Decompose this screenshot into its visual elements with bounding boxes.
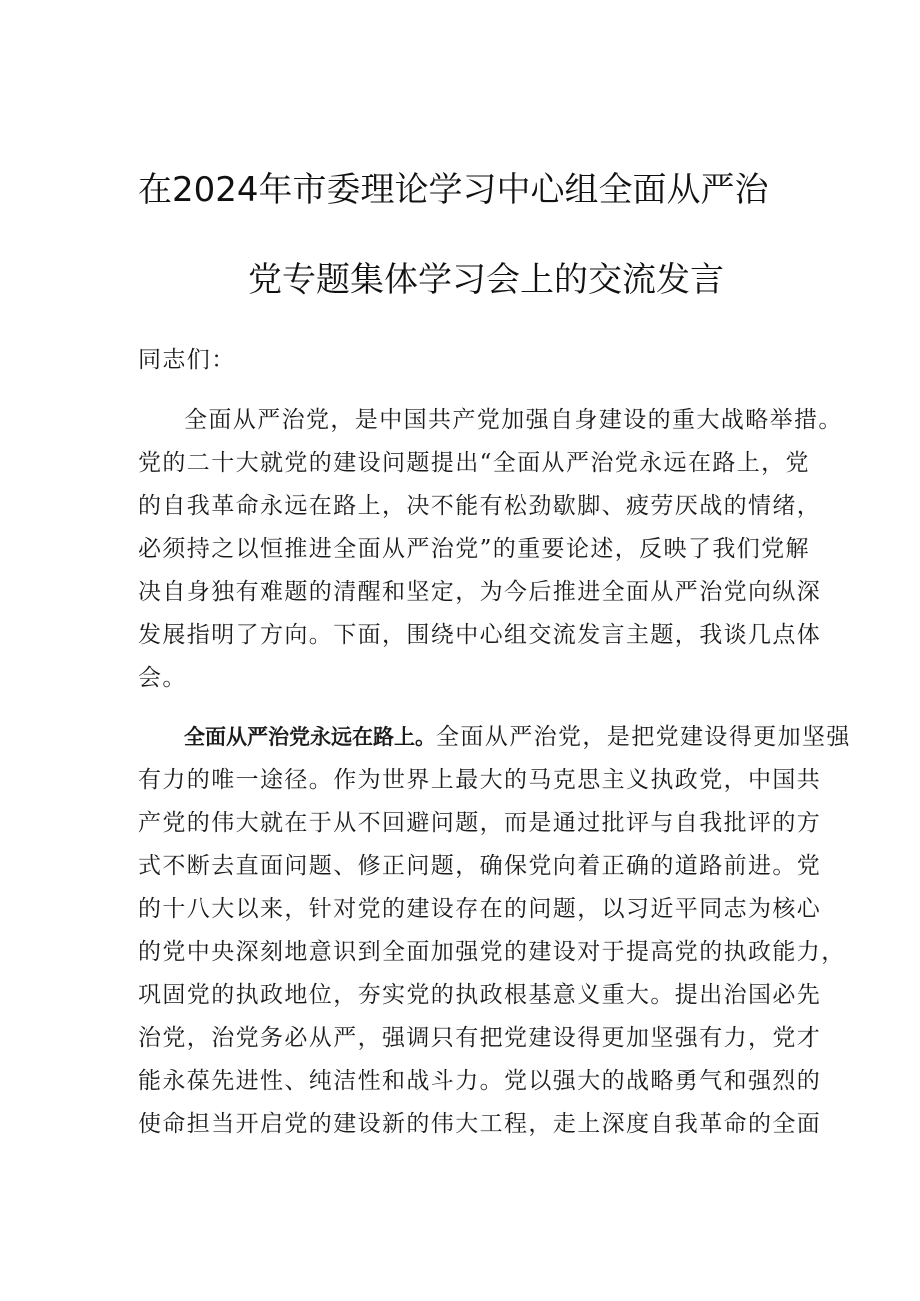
paragraph-1-line: 党的二十大就党的建设问题提出“全面从严治党永远在路上，党	[138, 450, 810, 476]
section-heading: 全面从严治党永远在路上。	[184, 725, 436, 749]
paragraph-2-line: 的十八大以来，针对党的建设存在的问题，以习近平同志为核心	[138, 896, 822, 922]
paragraph-1-line: 会。	[138, 665, 187, 691]
paragraph-2-line: 治党，治党务必从严，强调只有把党建设得更加坚强有力，党才	[138, 1025, 822, 1051]
paragraph-2-line: 巩固党的执政地位，夯实党的执政根基意义重大。提出治国必先	[138, 982, 822, 1008]
document-title-line-2: 党专题集体学习会上的交流发言	[248, 260, 724, 300]
paragraph-1-line: 必须持之以恒推进全面从严治党”的重要论述，反映了我们党解	[138, 536, 810, 562]
paragraph-2-first-line	[184, 720, 851, 754]
paragraph-2-line: 有力的唯一途径。作为世界上最大的马克思主义执政党，中国共	[138, 767, 822, 793]
paragraph-2-line: 使命担当开启党的建设新的伟大工程，走上深度自我革命的全面	[138, 1111, 822, 1137]
paragraph-1-line: 决自身独有难题的清醒和坚定，为今后推进全面从严治党向纵深	[138, 579, 822, 605]
paragraph-1-line: 的自我革命永远在路上，决不能有松劲歇脚、疲劳厌战的情绪，	[138, 493, 822, 519]
document-title-line-1: 在2024年市委理论学习中心组全面从严治	[138, 170, 769, 210]
paragraph-1-line: 发展指明了方向。下面，围绕中心组交流发言主题，我谈几点体	[138, 622, 822, 648]
salutation: 同志们：	[138, 347, 236, 373]
paragraph-1-line: 全面从严治党，是中国共产党加强自身建设的重大战略举措。	[184, 407, 843, 433]
paragraph-2-line: 式不断去直面问题、修正问题，确保党向着正确的道路前进。党	[138, 853, 822, 879]
paragraph-2-first-text: 全面从严治党，是把党建设得更加坚强	[436, 724, 851, 750]
paragraph-2-line: 的党中央深刻地意识到全面加强党的建设对于提高党的执政能力，	[138, 939, 846, 965]
paragraph-2-line: 能永葆先进性、纯洁性和战斗力。党以强大的战略勇气和强烈的	[138, 1068, 822, 1094]
paragraph-2-line: 产党的伟大就在于从不回避问题，而是通过批评与自我批评的方	[138, 810, 822, 836]
